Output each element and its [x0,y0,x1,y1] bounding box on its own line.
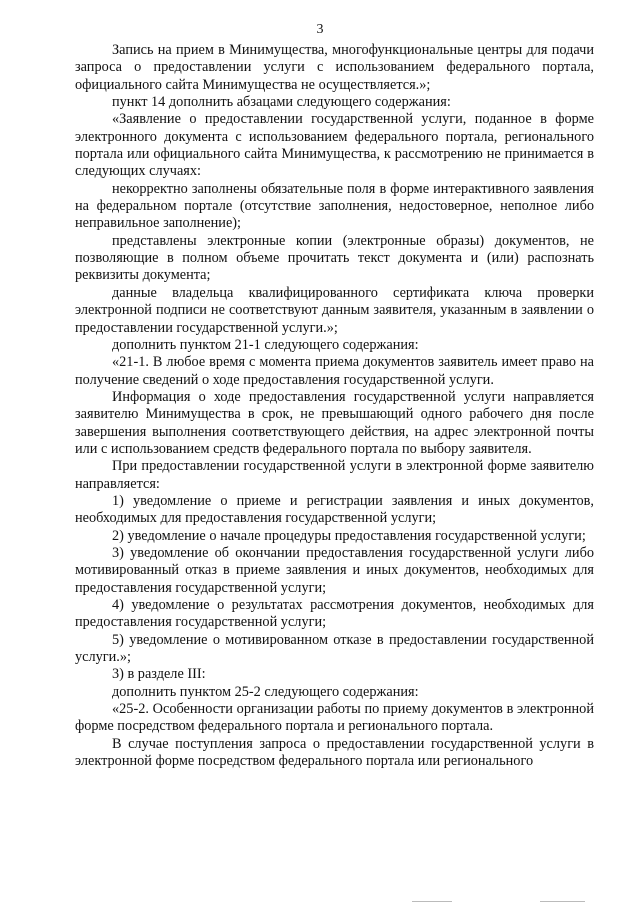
paragraph-item-25-2: «25-2. Особенности организации работы по приему документов в электронной форме посредством федерального портала и регионального портала. [75,701,594,735]
paragraph-application-rejection: «Заявление о предоставлении государственной услуги, поданное в форме электронного документа с использованием федерального портала, регионального портала или официального сайта Минимущества, к рассмотрению не принимается в следующих случаях: [75,111,594,180]
list-item-notice-3: 3) уведомление об окончании предоставления государственной услуги либо мотивированный отказ в приеме заявления и иных документов, необходимых для предоставления государственной услуги; [75,544,594,596]
scan-artifact-line [540,901,585,902]
paragraph-copies-unreadable: представлены электронные копии (электронные образы) документов, не позволяющие в полном объеме прочитать текст документа и (или) распознать реквизиты документа; [75,232,594,284]
paragraph-item-21-1-intro: дополнить пунктом 21-1 следующего содержания: [112,336,419,353]
paragraph-electronic-notices-intro: При предоставлении государственной услуги в электронной форме заявителю направляется: [75,458,594,492]
scan-artifact-line [412,901,452,902]
paragraph-item-25-2-intro: дополнить пунктом 25-2 следующего содержания: [112,683,419,700]
paragraph-progress-information: Информация о ходе предоставления государственной услуги направляется заявителю Минимущества в срок, не превышающий одного рабочего дня после завершения выполнения соответствующего действия, на адрес электронной почты или с использованием средств федерального портала по выбору заявителя. [75,388,594,457]
page-number: 3 [316,22,324,37]
paragraph-booking-not-available: Запись на прием в Минимущества, многофункциональные центры для подачи запроса о предоставлении услуги с использованием федерального портала, официального сайта Минимущества не осуществляется.»; [75,42,594,93]
paragraph-signature-mismatch: данные владельца квалифицированного сертификата ключа проверки электронной подписи не соответствуют данным заявителя, указанным в заявлении о предоставлении государственной услуги.»; [75,284,594,336]
list-item-notice-1: 1) уведомление о приеме и регистрации заявления и иных документов, необходимых для предоставления государственной услуги; [75,492,594,527]
list-item-notice-5: 5) уведомление о мотивированном отказе в предоставлении государственной услуги.»; [75,631,594,666]
paragraph-item-21-1: «21-1. В любое время с момента приема документов заявитель имеет право на получение сведений о ходе предоставления государственной услуги. [75,354,594,388]
paragraph-fields-incorrect: некорректно заполнены обязательные поля в форме интерактивного заявления на федеральном портале (отсутствие заполнения, недостоверное, неполное либо неправильное заполнение); [75,180,594,232]
paragraph-electronic-request: В случае поступления запроса о предоставлении государственной услуги в электронной форме посредством федерального портала или регионального [75,735,594,770]
paragraph-item-14-intro: пункт 14 дополнить абзацами следующего содержания: [112,94,451,111]
list-item-notice-2: 2) уведомление о начале процедуры предоставления государственной услуги; [112,527,586,544]
document-body [75,42,594,770]
list-item-notice-4: 4) уведомление о результатах рассмотрения документов, необходимых для предоставления государственной услуги; [75,597,594,631]
paragraph-section-iii: 3) в разделе III: [112,666,206,683]
